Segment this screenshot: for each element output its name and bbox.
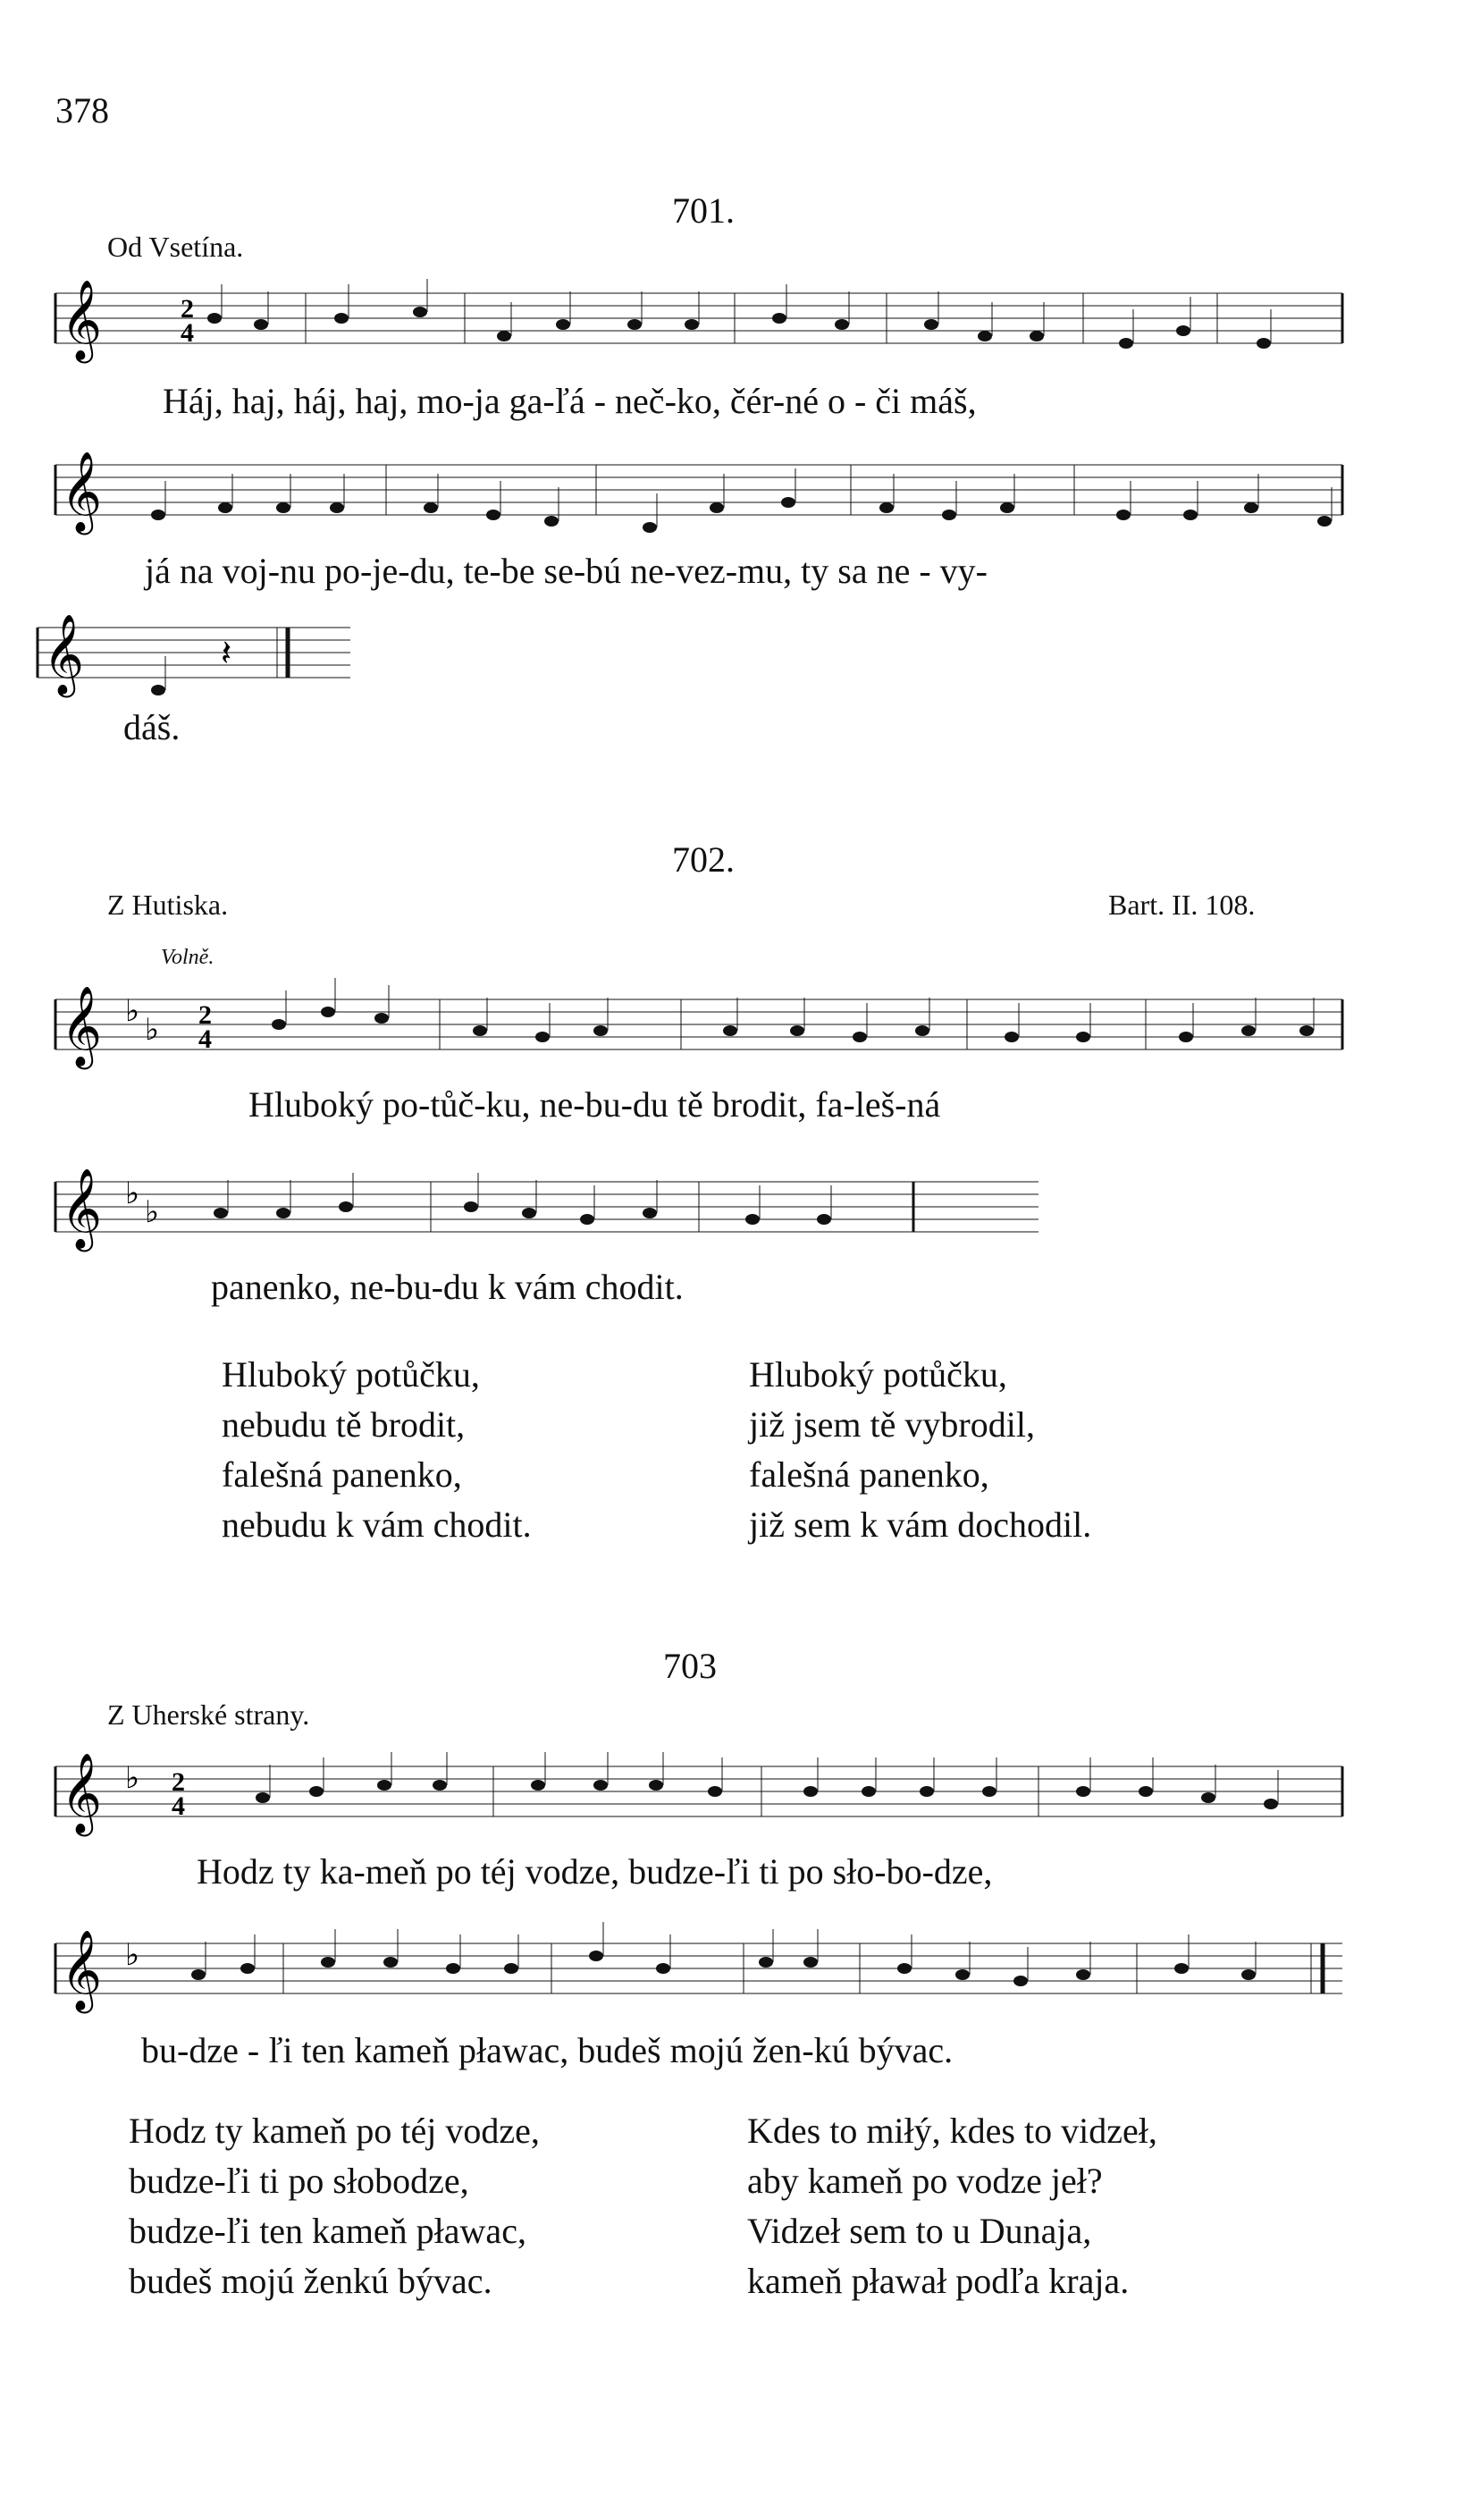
- song-number: 703: [663, 1646, 717, 1686]
- music-staff: [55, 451, 1351, 532]
- song-origin: Z Hutiska.: [107, 889, 229, 921]
- treble-clef-icon: 𝄞: [61, 1930, 103, 2010]
- song-number: 701.: [672, 190, 735, 231]
- music-staff: [55, 280, 1351, 360]
- flat-icon: ♭: [125, 1176, 140, 1211]
- svg-text:4: 4: [172, 1791, 185, 1821]
- lyric-line: Hodz ty ka-meň po téj vodze, budze-ľi ti po sło-bo-dze,: [197, 1851, 993, 1892]
- flat-icon: ♭: [125, 1937, 140, 1973]
- lyric-line: dáš.: [123, 707, 181, 747]
- notes: [191, 1922, 1256, 1986]
- rest-icon: 𝄽: [221, 633, 232, 674]
- svg-text:4: 4: [198, 1024, 212, 1054]
- notes: [151, 656, 165, 695]
- lyric-line: bu-dze - ľi ten kameň pławac, budeš mojú žen-kú bývac.: [141, 2030, 954, 2070]
- notes: [272, 978, 1314, 1042]
- song-origin: Z Uherské strany.: [107, 1698, 310, 1731]
- music-staff: [55, 986, 1351, 1066]
- verse-block: Hodz ty kameň po téj vodze, budze-ľi ti po słobodze, budze-ľi ten kameň pławac, budeš mojú ženkú bývac.: [129, 2111, 540, 2301]
- lyric-line: Háj, haj, háj, haj, mo-ja ga-ľá - neč-ko, čér-né o - či máš,: [163, 381, 977, 421]
- music-staff: [38, 614, 359, 695]
- treble-clef-icon: 𝄞: [61, 451, 103, 532]
- flat-icon: ♭: [125, 1760, 140, 1796]
- treble-clef-icon: 𝄞: [61, 1168, 103, 1249]
- verse-block: Hluboký potůčku, již jsem tě vybrodil, falešná panenko, již sem k vám dochodil.: [749, 1354, 1092, 1545]
- time-signature: 2: [181, 294, 194, 324]
- notes: [214, 1173, 831, 1225]
- notes: [256, 1752, 1278, 1809]
- song-origin: Od Vsetína.: [107, 231, 244, 263]
- flat-icon: ♭: [125, 993, 140, 1029]
- lyric-line: já na voj-nu po-je-du, te-be se-bú ne-vez-mu, ty sa ne - vy-: [145, 551, 988, 591]
- flat-icon: ♭: [145, 1012, 160, 1048]
- lyric-line: panenko, ne-bu-du k vám chodit.: [211, 1267, 684, 1307]
- treble-clef-icon: 𝄞: [61, 1753, 103, 1833]
- song-number: 702.: [672, 839, 735, 880]
- treble-clef-icon: 𝄞: [61, 280, 103, 360]
- treble-clef-icon: 𝄞: [61, 986, 103, 1066]
- verse-block: Hluboký potůčku, nebudu tě brodit, falešná panenko, nebudu k vám chodit.: [222, 1354, 532, 1545]
- svg-text:4: 4: [181, 318, 194, 348]
- lyric-line: Hluboký po-tůč-ku, ne-bu-du tě brodit, fa-leš-ná: [248, 1084, 941, 1125]
- notes: [151, 468, 1332, 533]
- music-staff: [55, 1753, 1351, 1833]
- music-staff: [55, 1930, 1351, 2010]
- notes: [207, 279, 1271, 349]
- music-staff: [55, 1168, 1128, 1249]
- song-reference: Bart. II. 108.: [1108, 889, 1256, 921]
- flat-icon: ♭: [145, 1194, 160, 1230]
- time-signature: 2: [198, 1000, 212, 1030]
- page-number: 378: [55, 90, 109, 131]
- time-signature: 2: [172, 1767, 185, 1797]
- tempo-marking: Volně.: [161, 946, 214, 969]
- treble-clef-icon: 𝄞: [43, 614, 85, 695]
- verse-block: Kdes to miłý, kdes to vidzeł, aby kameň po vodze jeł? Vidzeł sem to u Dunaja, kameň pławał podľa kraja.: [747, 2111, 1157, 2301]
